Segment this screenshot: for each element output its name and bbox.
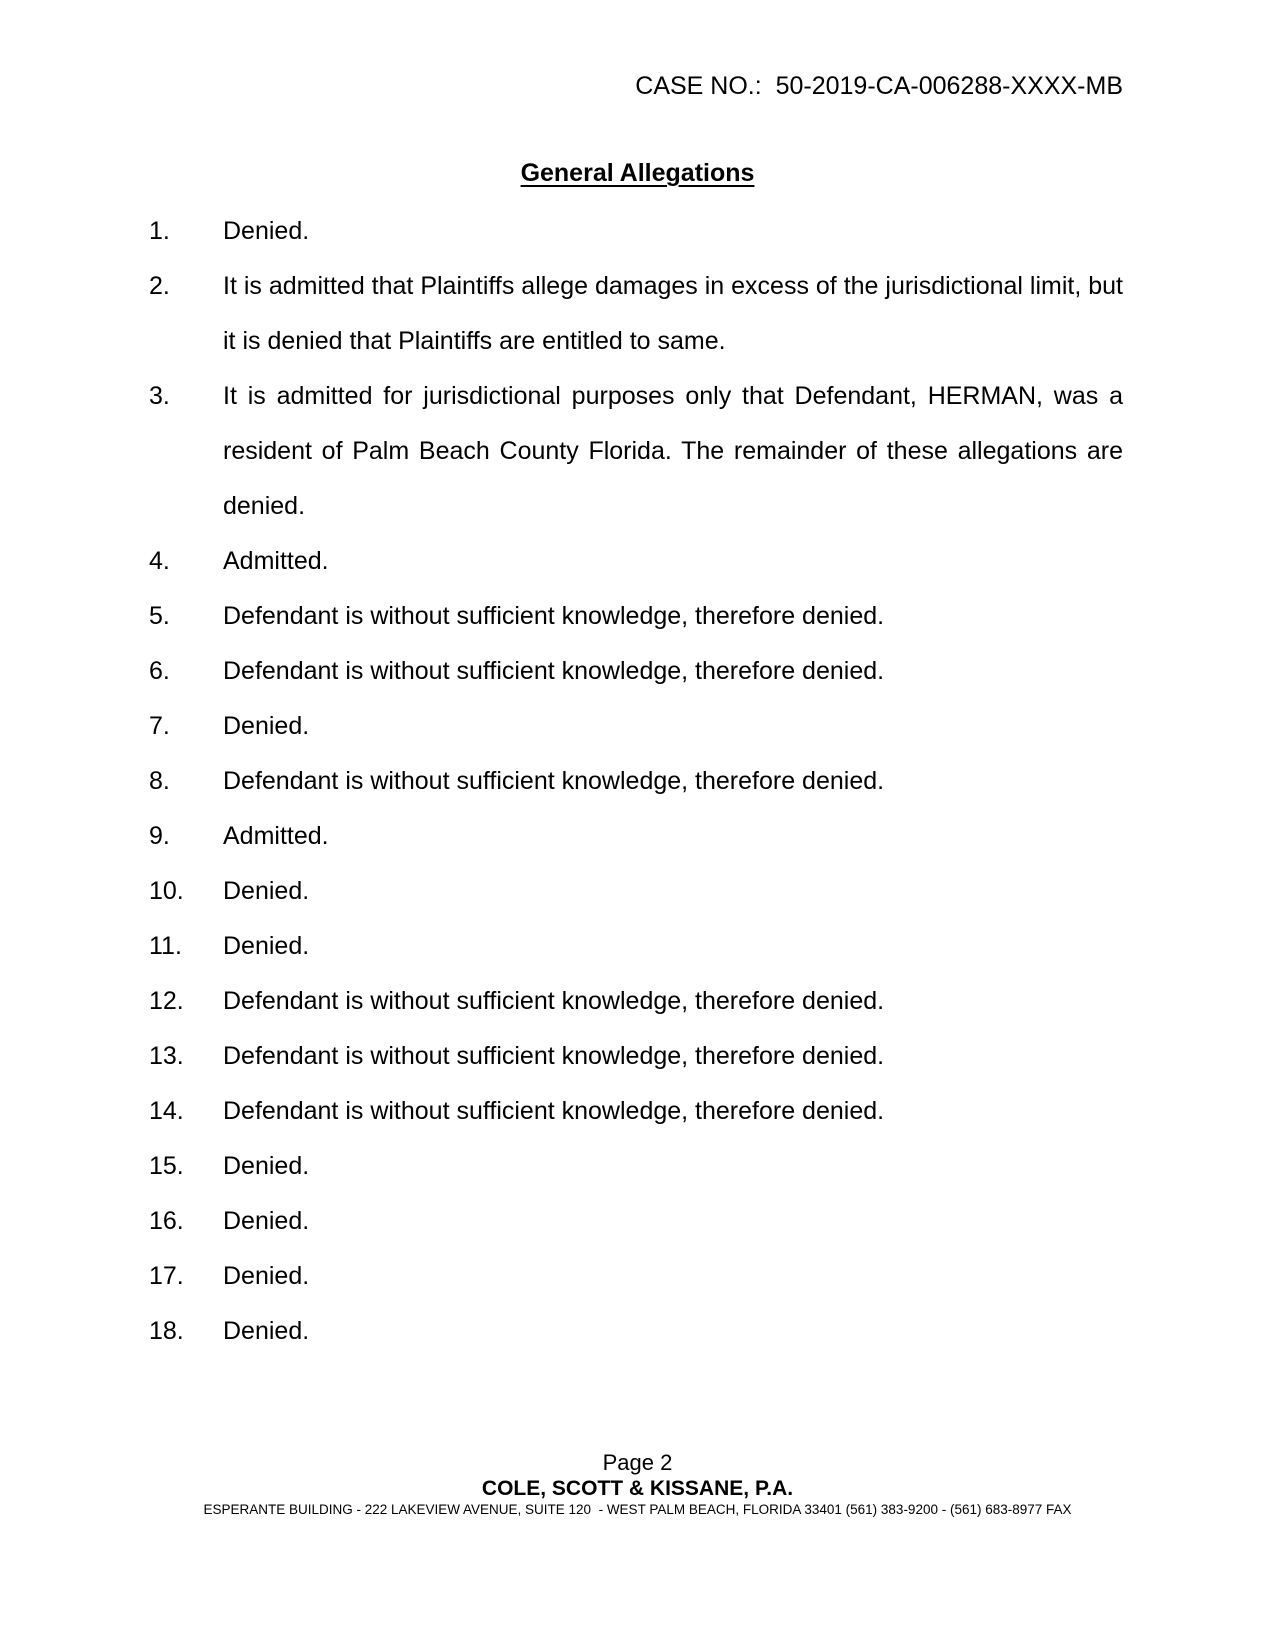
allegation-item — [149, 974, 1123, 1029]
allegation-number: 3. — [149, 382, 170, 410]
firm-address: ESPERANTE BUILDING - 222 LAKEVIEW AVENUE, SUITE 120 - WEST PALM BEACH, FLORIDA 33401 (561) 383-9200 - (561) 683-8977 FAX — [203, 1502, 1072, 1517]
allegation-number: 18. — [149, 1317, 184, 1345]
allegation-item — [149, 1084, 1123, 1139]
allegation-item — [149, 1194, 1123, 1249]
allegation-item — [149, 644, 1123, 699]
allegation-item — [149, 1139, 1123, 1194]
allegation-item — [149, 699, 1123, 754]
allegation-number: 12. — [149, 987, 184, 1015]
allegation-text: It is admitted that Plaintiffs allege damages in excess of the jurisdictional limit, but it is denied that Plaintiffs are entitled to same. — [223, 272, 1123, 355]
allegation-text: Defendant is without sufficient knowledge, therefore denied. — [223, 1097, 885, 1125]
allegation-item — [149, 754, 1123, 809]
page-number: Page 2 — [602, 1450, 673, 1475]
allegation-number: 7. — [149, 712, 170, 740]
allegation-number: 16. — [149, 1207, 184, 1235]
section-heading — [0, 159, 1275, 188]
allegation-item — [149, 534, 1123, 589]
allegation-text: Denied. — [223, 1207, 310, 1235]
allegation-item — [149, 864, 1123, 919]
allegation-number: 4. — [149, 547, 170, 575]
allegation-item — [149, 589, 1123, 644]
allegation-number: 17. — [149, 1262, 184, 1290]
allegation-text: Admitted. — [223, 547, 329, 575]
case-number: CASE NO.: 50-2019-CA-006288-XXXX-MB — [635, 72, 1123, 100]
allegation-text: Defendant is without sufficient knowledge, therefore denied. — [223, 1042, 885, 1070]
section-heading-text: General Allegations — [520, 159, 755, 187]
allegation-text: Defendant is without sufficient knowledge, therefore denied. — [223, 767, 885, 795]
allegation-item — [149, 1249, 1123, 1304]
allegation-text: Defendant is without sufficient knowledge, therefore denied. — [223, 987, 885, 1015]
allegation-text: Defendant is without sufficient knowledge, therefore denied. — [223, 657, 885, 685]
page-footer — [0, 1450, 1275, 1518]
allegation-text: Denied. — [223, 932, 310, 960]
allegation-text: Admitted. — [223, 822, 329, 850]
allegation-text: Denied. — [223, 712, 310, 740]
allegation-item — [149, 259, 1123, 369]
allegation-text: Denied. — [223, 1262, 310, 1290]
allegation-number: 9. — [149, 822, 170, 850]
allegation-number: 11. — [149, 932, 182, 960]
allegation-number: 10. — [149, 877, 184, 905]
allegation-number: 13. — [149, 1042, 184, 1070]
allegation-number: 14. — [149, 1097, 184, 1125]
allegation-text: It is admitted for jurisdictional purposes only that Defendant, HERMAN, was a resident of Palm Beach County Florida. The remainder of these allegations are denied. — [223, 382, 1123, 520]
allegation-text: Denied. — [223, 217, 310, 245]
allegation-item — [149, 1304, 1123, 1359]
allegation-number: 1. — [149, 217, 170, 245]
allegation-number: 15. — [149, 1152, 184, 1180]
allegation-number: 2. — [149, 272, 170, 300]
allegation-item — [149, 809, 1123, 864]
allegations-list — [149, 204, 1123, 1359]
allegation-item — [149, 204, 1123, 259]
allegation-number: 6. — [149, 657, 170, 685]
allegation-item — [149, 369, 1123, 534]
allegation-number: 5. — [149, 602, 170, 630]
allegation-text: Denied. — [223, 1317, 310, 1345]
allegation-number: 8. — [149, 767, 170, 795]
firm-name: COLE, SCOTT & KISSANE, P.A. — [481, 1477, 794, 1500]
allegation-text: Denied. — [223, 1152, 310, 1180]
allegation-item — [149, 1029, 1123, 1084]
allegation-text: Denied. — [223, 877, 310, 905]
allegation-item — [149, 919, 1123, 974]
allegation-text: Defendant is without sufficient knowledge, therefore denied. — [223, 602, 885, 630]
